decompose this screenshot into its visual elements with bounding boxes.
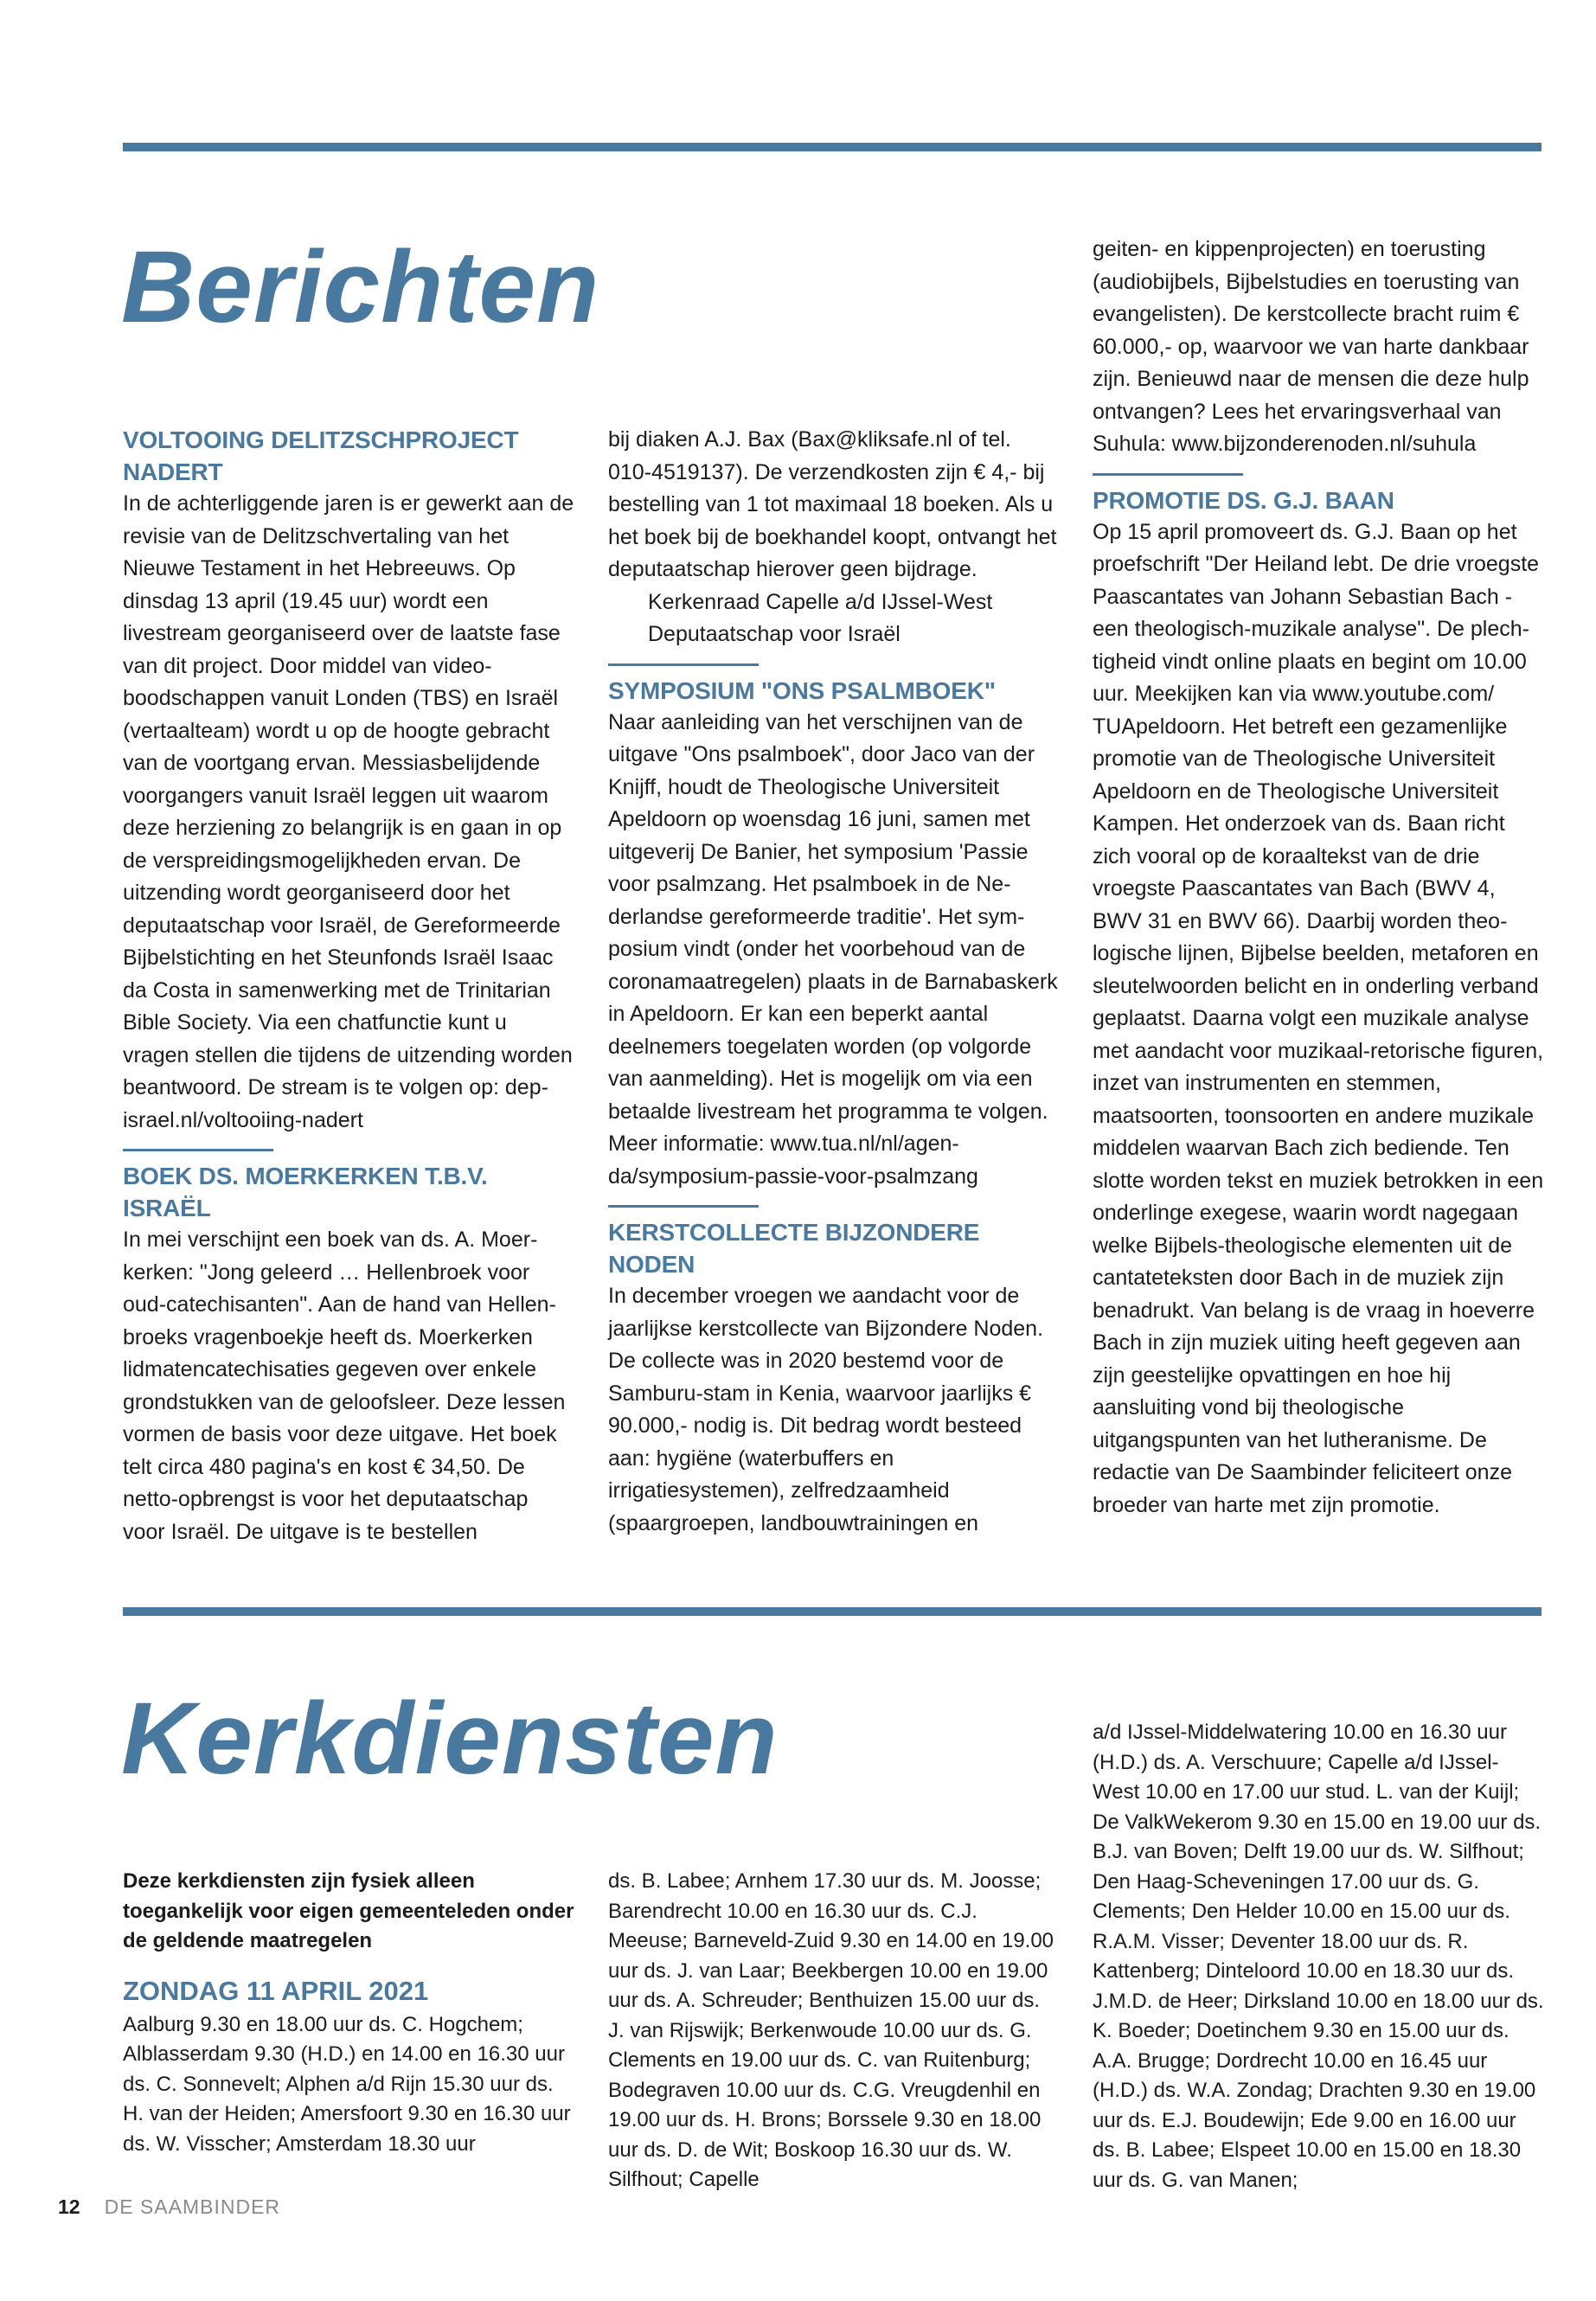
kerkdiensten-list-1: Aalburg 9.30 en 18.00 uur ds. C. Hogchem; Alblasserdam 9.30 (H.D.) en 14.00 en 16.30 uur ds. C. Sonnevelt; Alphen a/d Rijn 15.30 uur ds. H. van der Heiden; Amersfoort 9.30 en 16.30 uur ds. W. Visscher; Amsterdam 18.30 uur bbox=[123, 2012, 571, 2156]
berichten-column-2 bbox=[608, 424, 1060, 1540]
moerkerken-heading: BOEK DS. MOERKERKEN T.B.V. ISRAËL bbox=[123, 1163, 488, 1221]
berichten-title: Berichten bbox=[121, 230, 600, 344]
berichten-column-3 bbox=[1093, 234, 1544, 1522]
symposium-body: Naar aanleiding van het verschijnen van de uitgave "Ons psalmboek", door Jaco van der Knijff, houdt de Theologische Universiteit Apeldoorn op woensdag 16 juni, samen met uitgeverij De Banier, het symposium 'Passie voor psalmzang. Het psalmboek in de Nederlandse gereformeerde traditie'. Het symposium vindt (onder het voorbehoud van de coronamaatregelen) plaats in de Barnabaskerk in Apeldoorn. Er kan een beperkt aantal deelnemers toegelaten worden (op volgorde van aanmelding). Het is mogelijk om via een betaalde livestream het programma te volgen. Meer informatie: www.tua.nl/nl/agenda/symposium-passie-voor-psalmzang bbox=[608, 709, 1058, 1189]
promotie-heading: PROMOTIE DS. G.J. BAAN bbox=[1093, 486, 1394, 514]
berichten-column-1 bbox=[123, 424, 574, 1548]
kerkdiensten-column-1 bbox=[123, 1867, 574, 2159]
moerkerken-body: In mei verschijnt een boek van ds. A. Moerkerken: "Jong geleerd … Hellenbroek voor oud-catechisanten". Aan de hand van Hellenbroeks vragenboekje heeft ds. Moerkerken lidmatencatechisaties gegeven over enkele grondstukken van de geloofsleer. Deze lessen vormen de basis voor deze uitgave. Het boek telt circa 480 pagina's en kost € 34,50. De netto-opbrengst is voor het deputaatschap voor Israël. De uitgave is te bestellen bbox=[123, 1227, 566, 1544]
page-number: 12 bbox=[58, 2195, 80, 2218]
symposium-heading: SYMPOSIUM "ONS PSALMBOEK" bbox=[608, 676, 996, 704]
delitzsch-heading-line-1: VOLTOOING DELITZSCHPROJECT bbox=[123, 426, 519, 453]
article-separator bbox=[608, 1205, 759, 1208]
magazine-name: DE SAAMBINDER bbox=[104, 2195, 281, 2218]
kerkdiensten-date-heading: ZONDAG 11 APRIL 2021 bbox=[123, 1975, 429, 2006]
moerkerken-signature-2: Deputaatschap voor Israël bbox=[648, 622, 901, 646]
delitzsch-heading-line-2: NADERT bbox=[123, 458, 223, 485]
kerstcollecte-body: In december vroegen we aandacht voor de jaarlijkse kerstcollecte van Bijzondere Noden. De collecte was in 2020 bestemd voor de Samburu-stam in Kenia, waarvoor jaarlijks € 90.000,- nodig is. Dit bedrag wordt besteed aan: hygiëne (waterbuffers en irrigatiesystemen), zelfredzaamheid (spaargroepen, landbouwtrainingen en bbox=[608, 1284, 1044, 1535]
kerkdiensten-list-3: a/d IJssel-Middelwatering 10.00 en 16.30 uur (H.D.) ds. A. Verschuure; Capelle a/d IJssel-West 10.00 en 17.00 uur stud. L. van der Kuijl; De ValkWekerom 9.30 en 15.00 en 19.00 uur ds. B.J. van Boven; Delft 19.00 uur ds. W. Silfhout; Den Haag-Scheveningen 17.00 uur ds. G. Clements; Den Helder 10.00 en 15.00 uur ds. R.A.M. Visser; Deventer 18.00 uur ds. R. Kattenberg; Dinteloord 10.00 en 18.30 uur ds. J.M.D. de Heer; Dirksland 10.00 en 18.00 uur ds. K. Boeder; Doetinchem 9.30 en 15.00 uur ds. A.A. Brugge; Dordrecht 10.00 en 16.45 uur (H.D.) ds. W.A. Zondag; Drachten 9.30 en 19.00 uur ds. E.J. Boudewijn; Ede 9.00 en 16.00 uur ds. B. Labee; Elspeet 10.00 en 15.00 en 18.30 uur ds. G. van Manen; bbox=[1093, 1721, 1544, 2192]
moerkerken-body-continued: bij diaken A.J. Bax (Bax@kliksafe.nl of tel. 010-4519137). De verzendkosten zijn € 4,- bij bestelling van 1 tot maximaal 18 boeken. Als u het boek bij de boekhandel koopt, ontvangt het deputaatschap hierover geen bijdrage. bbox=[608, 427, 1057, 581]
kerkdiensten-column-2 bbox=[608, 1867, 1060, 2195]
kerkdiensten-column-3 bbox=[1093, 1718, 1544, 2195]
article-separator bbox=[608, 663, 759, 666]
delitzsch-heading bbox=[123, 424, 574, 488]
article-separator bbox=[123, 1149, 273, 1151]
middle-rule bbox=[123, 1607, 1542, 1616]
kerstcollecte-heading: KERSTCOLLECTE BIJZONDERE NODEN bbox=[608, 1219, 980, 1278]
page-footer bbox=[58, 2195, 280, 2219]
top-rule bbox=[123, 143, 1542, 151]
kerstcollecte-body-continued: geiten- en kippenprojecten) en toerusting (audiobijbels, Bijbelstudies en toerusting van evangelisten). De kerstcollecte bracht ruim € 60.000,- op, waarvoor we van harte dankbaar zijn. Benieuwd naar de mensen die deze hulp ontvangen? Lees het ervaringsverhaal van Suhula: www.bijzonderenoden.nl/suhula bbox=[1093, 237, 1529, 456]
moerkerken-signature-1: Kerkenraad Capelle a/d IJssel-West bbox=[648, 589, 993, 614]
kerkdiensten-title: Kerkdiensten bbox=[121, 1682, 779, 1796]
delitzsch-body: In de achterliggende jaren is er gewerkt aan de revisie van de Delitzschvertaling van het Nieuwe Testament in het Hebreeuws. Op dinsdag 13 april (19.45 uur) wordt een livestream georganiseerd over de laatste fase van dit project. Door middel van videoboodschappen vanuit Londen (TBS) en Israël (vertaalteam) wordt u op de hoogte gebracht van de voortgang ervan. Messiasbelijdende voorgangers vanuit Israël leggen uit waarom deze herziening zo belangrijk is en gaan in op de verspreidingsmogelijkheden ervan. De uitzending wordt georganiseerd door het deputaatschap voor Israël, de Gereformeerde Bijbelstichting en het Steunfonds Israël Isaac da Costa in samenwerking met de Trinitarian Bible Society. Via een chatfunctie kunt u vragen stellen die tijdens de uitzending worden beantwoord. De stream is te volgen op: dep-israel.nl/voltooiing-nadert bbox=[123, 491, 574, 1132]
promotie-body: Op 15 april promoveert ds. G.J. Baan op het proefschrift "Der Heiland lebt. De drie vroegste Paascantates van Johann Sebastian Bach - een theologisch-muzikale analyse". De plechtigheid vindt online plaats en begint om 10.00 uur. Meekijken kan via www.youtube.com/ TUApeldoorn. Het betreft een gezamenlijke promotie van de Theologische Universiteit Apeldoorn en de Theologische Universiteit Kampen. Het onderzoek van ds. Baan richt zich vooral op de koraaltekst van de drie vroegste Paascantates van Bach (BWV 4, BWV 31 en BWV 66). Daarbij worden theologische lijnen, Bijbelse beelden, metaforen en sleutelwoorden belicht en in onderling verband geplaatst. Daarna volgt een muzikale analyse met aandacht voor muzikaal-retorische figuren, inzet van instrumenten en stemmen, maatsoorten, toonsoorten en andere muzikale middelen waarvan Bach zich bediende. Ten slotte worden tekst en muziek betrokken in een onderlinge exegese, waarin wordt nagegaan welke Bijbels-theologische elementen uit de cantateteksten door Bach in de muziek zijn benadrukt. Van belang is de vraag in hoeverre Bach in zijn muziek uiting heeft gegeven aan zijn geestelijke opvattingen en hoe hij aansluiting vond bij theologische uitgangspunten van het lutheranisme. De redactie van De Saambinder feliciteert onze broeder van harte met zijn promotie. bbox=[1093, 519, 1544, 1517]
kerkdiensten-list-2: ds. B. Labee; Arnhem 17.30 uur ds. M. Joosse; Barendrecht 10.00 en 16.30 uur ds. C.J. Meeuse; Barneveld-Zuid 9.30 en 14.00 en 19.00 uur ds. J. van Laar; Beekbergen 10.00 en 19.00 uur ds. A. Schreuder; Benthuizen 15.00 uur ds. J. van Rijswijk; Berkenwoude 10.00 uur ds. G. Clements en 19.00 uur ds. C. van Ruitenburg; Bodegraven 10.00 uur ds. C.G. Vreugdenhil en 19.00 uur ds. H. Brons; Borssele 9.30 en 18.00 uur ds. D. de Wit; Boskoop 16.30 uur ds. W. Silfhout; Capelle bbox=[608, 1869, 1054, 2191]
article-separator bbox=[1093, 473, 1243, 476]
kerkdiensten-intro: Deze kerkdiensten zijn fysiek alleen toegankelijk voor eigen gemeenteleden onder de geldende maatregelen bbox=[123, 1869, 574, 1952]
